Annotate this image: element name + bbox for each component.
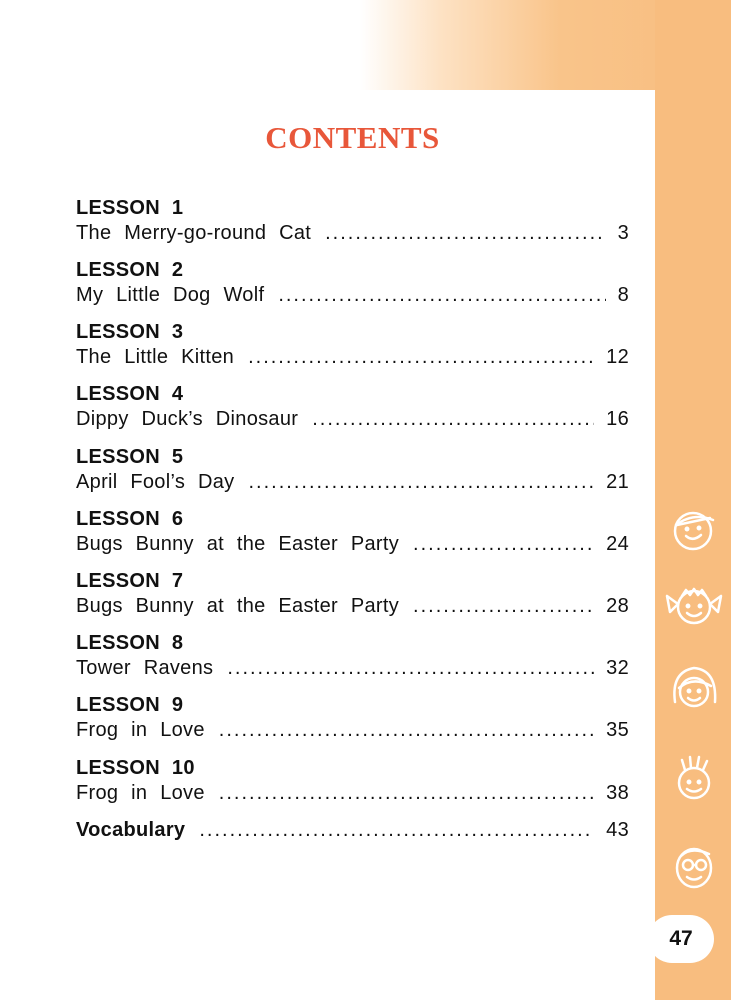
lesson-heading: LESSON 6 <box>76 508 184 530</box>
face-with-glasses-icon <box>663 834 725 896</box>
page-number-badge: 47 <box>648 915 714 963</box>
toc-entry-lesson-6[interactable] <box>76 507 629 557</box>
lesson-heading: LESSON 2 <box>76 259 184 281</box>
dot-leader <box>248 469 594 495</box>
lesson-title: Bugs Bunny at the Easter Party <box>76 595 400 617</box>
page-number: 8 <box>617 284 629 306</box>
lesson-title: April Fool’s Day <box>76 471 235 493</box>
page-number: 21 <box>606 471 629 493</box>
dot-leader <box>312 406 594 432</box>
lesson-heading: LESSON 3 <box>76 321 184 343</box>
lesson-heading: LESSON 4 <box>76 383 184 405</box>
toc-entry-lesson-9[interactable] <box>76 693 629 743</box>
toc-entry-lesson-4[interactable] <box>76 382 629 432</box>
girl-with-bow-icon <box>663 574 725 636</box>
page-number: 24 <box>606 533 629 555</box>
vocabulary-title: Vocabulary <box>76 819 186 841</box>
toc-entry-lesson-5[interactable] <box>76 445 629 495</box>
lesson-heading: LESSON 5 <box>76 446 184 468</box>
lesson-title: Dippy Duck’s Dinosaur <box>76 408 299 430</box>
dot-leader <box>325 220 605 246</box>
top-decorative-gradient <box>0 0 731 90</box>
dot-leader <box>219 717 594 743</box>
toc-entry-lesson-3[interactable] <box>76 320 629 370</box>
dot-leader <box>413 593 594 619</box>
dot-leader <box>227 655 594 681</box>
page-number: 32 <box>606 657 629 679</box>
lesson-heading: LESSON 9 <box>76 694 184 716</box>
face-with-hair-icon <box>663 658 725 720</box>
lesson-heading: LESSON 7 <box>76 570 184 592</box>
lesson-title: Tower Ravens <box>76 657 214 679</box>
page-number: 43 <box>606 819 629 841</box>
dot-leader <box>219 780 594 806</box>
lesson-title: Bugs Bunny at the Easter Party <box>76 533 400 555</box>
lesson-title: The Little Kitten <box>76 346 235 368</box>
page-number: 35 <box>606 719 629 741</box>
lesson-heading: LESSON 8 <box>76 632 184 654</box>
page-number: 3 <box>617 222 629 244</box>
dot-leader <box>278 282 605 308</box>
dot-leader <box>248 344 594 370</box>
spiky-hair-face-icon <box>663 748 725 810</box>
page-number: 12 <box>606 346 629 368</box>
page-number: 38 <box>606 782 629 804</box>
lesson-title: The Merry-go-round Cat <box>76 222 312 244</box>
dot-leader <box>413 531 594 557</box>
toc-entry-lesson-10[interactable] <box>76 756 629 806</box>
face-with-cap-icon <box>663 498 725 560</box>
toc-entry-lesson-1[interactable] <box>76 196 629 246</box>
lesson-heading: LESSON 10 <box>76 757 195 779</box>
toc-entry-lesson-2[interactable] <box>76 258 629 308</box>
toc-entry-lesson-8[interactable] <box>76 631 629 681</box>
page-number: 28 <box>606 595 629 617</box>
toc-entry-vocabulary[interactable] <box>76 817 629 843</box>
page-title: CONTENTS <box>265 120 440 155</box>
page-number: 16 <box>606 408 629 430</box>
lesson-title: Frog in Love <box>76 719 205 741</box>
lesson-title: Frog in Love <box>76 782 205 804</box>
toc-entry-lesson-7[interactable] <box>76 569 629 619</box>
dot-leader <box>199 817 594 843</box>
lesson-title: My Little Dog Wolf <box>76 284 265 306</box>
lesson-heading: LESSON 1 <box>76 197 184 219</box>
